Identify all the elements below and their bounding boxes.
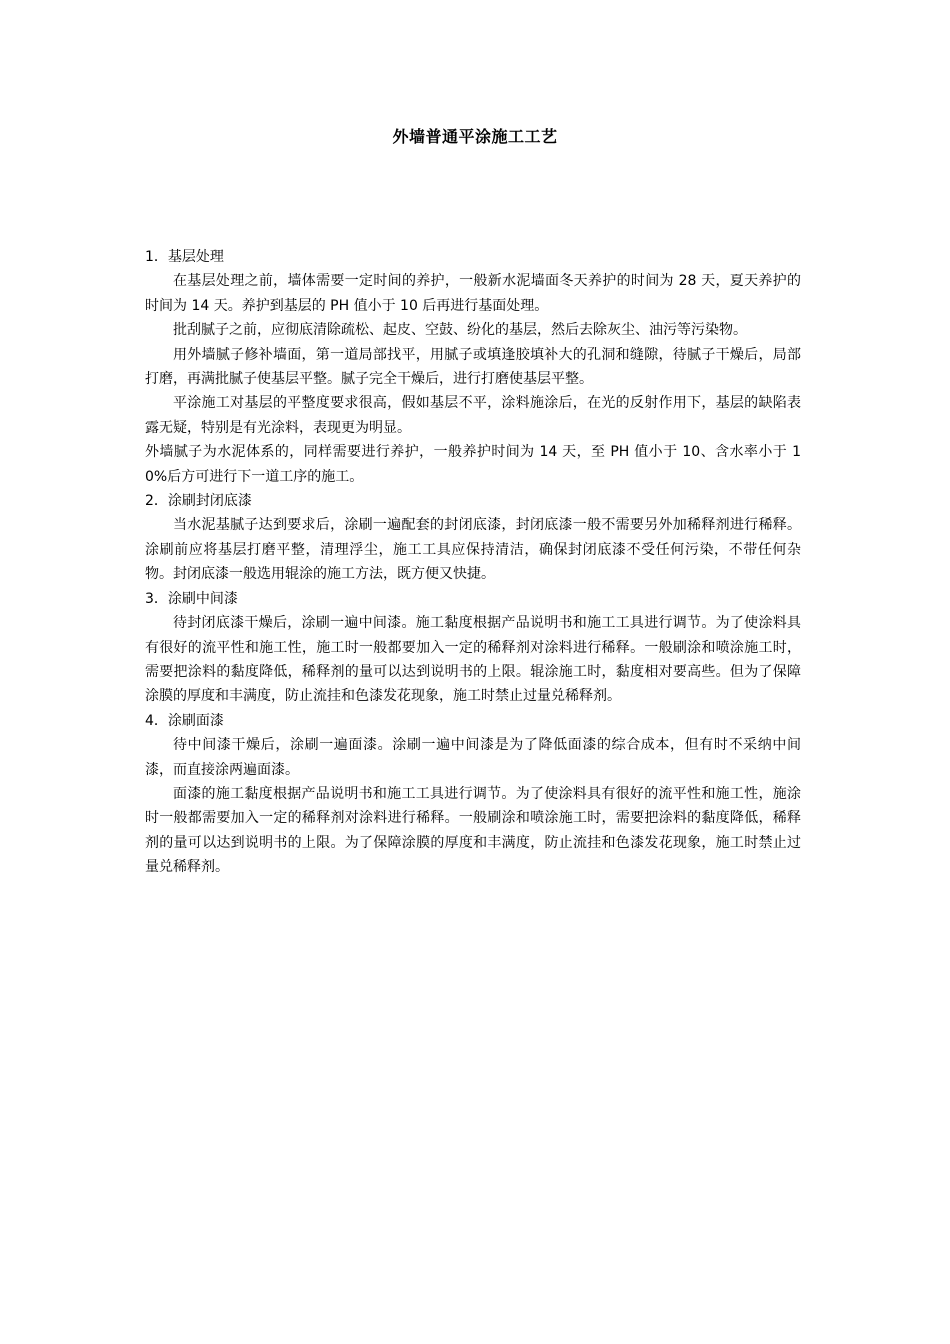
section-heading-3: 3．涂刷中间漆: [145, 590, 238, 607]
section-heading-4: 4．涂刷面漆: [145, 712, 224, 729]
section-1-paragraph-1: 在基层处理之前，墙体需要一定时间的养护，一般新水泥墙面冬天养护的时间为 28 天，夏天养护的时间为 14 天。养护到基层的 PH 值小于 10 后再进行基面处理。: [145, 273, 801, 314]
section-4-paragraph-1: 待中间漆干燥后，涂刷一遍面漆。涂刷一遍中间漆是为了降低面漆的综合成本，但有时不采纳中间漆，而直接涂两遍面漆。: [145, 737, 801, 778]
section-1-paragraph-4: 平涂施工对基层的平整度要求很高，假如基层不平，涂料施涂后，在光的反射作用下，基层的缺陷表露无疑，特别是有光涂料，表现更为明显。: [145, 395, 801, 436]
section-4-paragraph-2: 面漆的施工黏度根据产品说明书和施工工具进行调节。为了使涂料具有很好的流平性和施工性，施涂时一般都需要加入一定的稀释剂对涂料进行稀释。一般刷涂和喷涂施工时，需要把涂料的黏度降低，稀释剂的量可以达到说明书的上限。为了保障涂膜的厚度和丰满度，防止流挂和色漆发花现象，施工时禁止过量兑稀释剂。: [145, 785, 801, 876]
section-1-paragraph-3: 用外墙腻子修补墙面，第一道局部找平，用腻子或填逢胶填补大的孔洞和缝隙，待腻子干燥后，局部打磨，再满批腻子使基层平整。腻子完全干燥后，进行打磨使基层平整。: [145, 346, 801, 388]
section-heading-1: 1．基层处理: [145, 249, 224, 265]
section-1-paragraph-2: 批刮腻子之前，应彻底清除疏松、起皮、空鼓、纷化的基层，然后去除灰尘、油污等污染物。: [173, 322, 747, 339]
section-3-paragraph-1: 待封闭底漆干燥后，涂刷一遍中间漆。施工黏度根据产品说明书和施工工具进行调节。为了使涂料具有很好的流平性和施工性，施工时一般都要加入一定的稀释剂对涂料进行稀释。一般刷涂和喷涂施工时，需要把涂料的黏度降低，稀释剂的量可以达到说明书的上限。辊涂施工时，黏度相对要高些。但为了保障涂膜的厚度和丰满度，防止流挂和色漆发花现象，施工时禁止过量兑稀释剂。: [145, 615, 801, 705]
document-body: [145, 245, 801, 880]
document-title: 外墙普通平涂施工工艺: [392, 127, 558, 146]
section-2-paragraph-1: 当水泥基腻子达到要求后，涂刷一遍配套的封闭底漆，封闭底漆一般不需要另外加稀释剂进行稀释。涂刷前应将基层打磨平整，清理浮尘，施工工具应保持清洁，确保封闭底漆不受任何污染，不带任何杂物。封闭底漆一般选用辊涂的施工方法，既方便又快捷。: [145, 517, 801, 583]
section-1-paragraph-5: 外墙腻子为水泥体系的，同样需要进行养护，一般养护时间为 14 天，至 PH 值小于 10、含水率小于 10%后方可进行下一道工序的施工。: [145, 444, 801, 485]
section-heading-2: 2．涂刷封闭底漆: [145, 493, 252, 510]
